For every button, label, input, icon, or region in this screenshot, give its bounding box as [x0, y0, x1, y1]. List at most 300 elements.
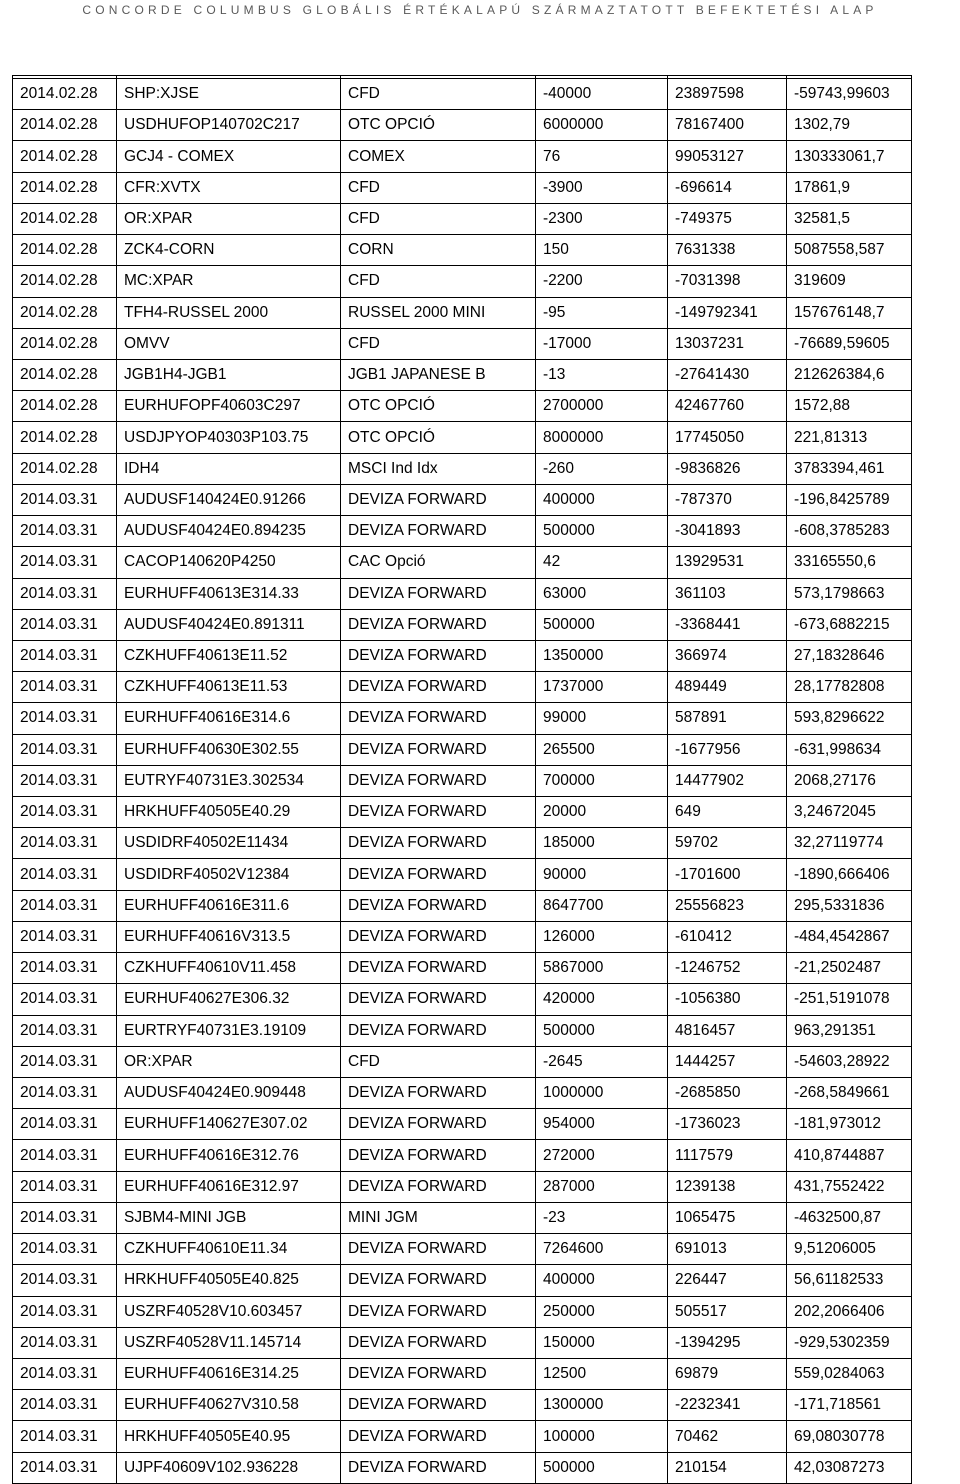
type-cell: CFD	[341, 328, 536, 359]
type-cell: DEVIZA FORWARD	[341, 516, 536, 547]
value-cell: 13037231	[668, 328, 787, 359]
date-cell: 2014.02.28	[13, 328, 117, 359]
date-cell: 2014.02.28	[13, 172, 117, 203]
value-cell: -696614	[668, 172, 787, 203]
quantity-cell: 420000	[536, 984, 668, 1015]
type-cell: DEVIZA FORWARD	[341, 1234, 536, 1265]
instrument-cell: CZKHUFF40613E11.53	[117, 672, 341, 703]
instrument-cell: EURHUFF40616E314.6	[117, 703, 341, 734]
table-row	[13, 547, 912, 578]
value-cell: -27641430	[668, 359, 787, 390]
ratio-cell: -929,5302359	[787, 1327, 912, 1358]
value-cell: 14477902	[668, 765, 787, 796]
date-cell: 2014.03.31	[13, 1421, 117, 1452]
date-cell: 2014.03.31	[13, 640, 117, 671]
quantity-cell: 5867000	[536, 953, 668, 984]
type-cell: DEVIZA FORWARD	[341, 1296, 536, 1327]
value-cell: 13929531	[668, 547, 787, 578]
value-cell: 1117579	[668, 1140, 787, 1171]
date-cell: 2014.03.31	[13, 797, 117, 828]
instrument-cell: USDIDRF40502V12384	[117, 859, 341, 890]
quantity-cell: 287000	[536, 1171, 668, 1202]
instrument-cell: EURHUFF140627E307.02	[117, 1109, 341, 1140]
instrument-cell: ZCK4-CORN	[117, 235, 341, 266]
instrument-cell: EURHUF40627E306.32	[117, 984, 341, 1015]
table-row	[13, 79, 912, 110]
instrument-cell: EURTRYF40731E3.19109	[117, 1015, 341, 1046]
type-cell: DEVIZA FORWARD	[341, 1327, 536, 1358]
table-row	[13, 734, 912, 765]
value-cell: 70462	[668, 1421, 787, 1452]
type-cell: OTC OPCIÓ	[341, 110, 536, 141]
type-cell: DEVIZA FORWARD	[341, 1452, 536, 1483]
page-header-title: CONCORDE COLUMBUS GLOBÁLIS ÉRTÉKALAPÚ SZÁRMAZTATOTT BEFEKTETÉSI ALAP	[82, 3, 878, 17]
value-cell: -1394295	[668, 1327, 787, 1358]
table-row	[13, 578, 912, 609]
ratio-cell: -181,973012	[787, 1109, 912, 1140]
ratio-cell: 212626384,6	[787, 359, 912, 390]
date-cell: 2014.02.28	[13, 297, 117, 328]
table-row	[13, 1234, 912, 1265]
date-cell: 2014.03.31	[13, 890, 117, 921]
instrument-cell: OMVV	[117, 328, 341, 359]
date-cell: 2014.03.31	[13, 1296, 117, 1327]
value-cell: -1677956	[668, 734, 787, 765]
table-row	[13, 422, 912, 453]
instrument-cell: JGB1H4-JGB1	[117, 359, 341, 390]
table-row	[13, 1171, 912, 1202]
instrument-cell: USZRF40528V10.603457	[117, 1296, 341, 1327]
instrument-cell: HRKHUFF40505E40.29	[117, 797, 341, 828]
ratio-cell: -171,718561	[787, 1390, 912, 1421]
value-cell: 649	[668, 797, 787, 828]
table-row	[13, 1452, 912, 1483]
value-cell: 25556823	[668, 890, 787, 921]
ratio-cell: 410,8744887	[787, 1140, 912, 1171]
type-cell: DEVIZA FORWARD	[341, 1358, 536, 1389]
date-cell: 2014.03.31	[13, 1358, 117, 1389]
quantity-cell: -2645	[536, 1046, 668, 1077]
ratio-cell: 32581,5	[787, 203, 912, 234]
ratio-cell: 28,17782808	[787, 672, 912, 703]
type-cell: DEVIZA FORWARD	[341, 859, 536, 890]
ratio-cell: -196,8425789	[787, 484, 912, 515]
type-cell: DEVIZA FORWARD	[341, 984, 536, 1015]
ratio-cell: 27,18328646	[787, 640, 912, 671]
type-cell: DEVIZA FORWARD	[341, 797, 536, 828]
instrument-cell: EUTRYF40731E3.302534	[117, 765, 341, 796]
date-cell: 2014.03.31	[13, 516, 117, 547]
type-cell: DEVIZA FORWARD	[341, 1265, 536, 1296]
table-row	[13, 110, 912, 141]
table-row	[13, 1140, 912, 1171]
quantity-cell: 1737000	[536, 672, 668, 703]
quantity-cell: 265500	[536, 734, 668, 765]
value-cell: 226447	[668, 1265, 787, 1296]
ratio-cell: 963,291351	[787, 1015, 912, 1046]
date-cell: 2014.03.31	[13, 1046, 117, 1077]
derivatives-table-body	[13, 76, 912, 1484]
instrument-cell: USDJPYOP40303P103.75	[117, 422, 341, 453]
date-cell: 2014.02.28	[13, 141, 117, 172]
value-cell: -3368441	[668, 609, 787, 640]
type-cell: CORN	[341, 235, 536, 266]
table-row	[13, 141, 912, 172]
type-cell: CFD	[341, 172, 536, 203]
value-cell: -9836826	[668, 453, 787, 484]
ratio-cell: 431,7552422	[787, 1171, 912, 1202]
date-cell: 2014.03.31	[13, 1109, 117, 1140]
value-cell: -1056380	[668, 984, 787, 1015]
instrument-cell: AUDUSF40424E0.894235	[117, 516, 341, 547]
quantity-cell: -3900	[536, 172, 668, 203]
quantity-cell: 100000	[536, 1421, 668, 1452]
value-cell: -2232341	[668, 1390, 787, 1421]
quantity-cell: 90000	[536, 859, 668, 890]
quantity-cell: 12500	[536, 1358, 668, 1389]
ratio-cell: -673,6882215	[787, 609, 912, 640]
quantity-cell: -17000	[536, 328, 668, 359]
value-cell: -3041893	[668, 516, 787, 547]
date-cell: 2014.03.31	[13, 703, 117, 734]
table-row	[13, 672, 912, 703]
ratio-cell: 559,0284063	[787, 1358, 912, 1389]
instrument-cell: SHP:XJSE	[117, 79, 341, 110]
instrument-cell: CZKHUFF40610E11.34	[117, 1234, 341, 1265]
date-cell: 2014.03.31	[13, 672, 117, 703]
value-cell: -149792341	[668, 297, 787, 328]
table-row	[13, 484, 912, 515]
ratio-cell: -1890,666406	[787, 859, 912, 890]
type-cell: DEVIZA FORWARD	[341, 1390, 536, 1421]
value-cell: 1239138	[668, 1171, 787, 1202]
ratio-cell: 3,24672045	[787, 797, 912, 828]
type-cell: CFD	[341, 79, 536, 110]
quantity-cell: 400000	[536, 1265, 668, 1296]
instrument-cell: OR:XPAR	[117, 1046, 341, 1077]
type-cell: DEVIZA FORWARD	[341, 609, 536, 640]
instrument-cell: EURHUFF40616E312.97	[117, 1171, 341, 1202]
instrument-cell: EURHUFF40616E311.6	[117, 890, 341, 921]
instrument-cell: CACOP140620P4250	[117, 547, 341, 578]
quantity-cell: 6000000	[536, 110, 668, 141]
type-cell: DEVIZA FORWARD	[341, 828, 536, 859]
value-cell: 361103	[668, 578, 787, 609]
type-cell: DEVIZA FORWARD	[341, 921, 536, 952]
type-cell: DEVIZA FORWARD	[341, 578, 536, 609]
table-row	[13, 297, 912, 328]
date-cell: 2014.02.28	[13, 79, 117, 110]
type-cell: DEVIZA FORWARD	[341, 1109, 536, 1140]
ratio-cell: 157676148,7	[787, 297, 912, 328]
instrument-cell: CFR:XVTX	[117, 172, 341, 203]
date-cell: 2014.02.28	[13, 391, 117, 422]
ratio-cell: 319609	[787, 266, 912, 297]
date-cell: 2014.03.31	[13, 1265, 117, 1296]
ratio-cell: 69,08030778	[787, 1421, 912, 1452]
date-cell: 2014.03.31	[13, 484, 117, 515]
quantity-cell: 20000	[536, 797, 668, 828]
value-cell: -1701600	[668, 859, 787, 890]
ratio-cell: 56,61182533	[787, 1265, 912, 1296]
type-cell: COMEX	[341, 141, 536, 172]
date-cell: 2014.03.31	[13, 1202, 117, 1233]
date-cell: 2014.02.28	[13, 110, 117, 141]
date-cell: 2014.03.31	[13, 1390, 117, 1421]
quantity-cell: -2200	[536, 266, 668, 297]
date-cell: 2014.02.28	[13, 235, 117, 266]
type-cell: DEVIZA FORWARD	[341, 1140, 536, 1171]
date-cell: 2014.03.31	[13, 1171, 117, 1202]
value-cell: -1246752	[668, 953, 787, 984]
value-cell: 505517	[668, 1296, 787, 1327]
instrument-cell: EURHUFOPF40603C297	[117, 391, 341, 422]
quantity-cell: 185000	[536, 828, 668, 859]
type-cell: CFD	[341, 203, 536, 234]
date-cell: 2014.03.31	[13, 578, 117, 609]
instrument-cell: USZRF40528V11.145714	[117, 1327, 341, 1358]
table-row	[13, 1327, 912, 1358]
date-cell: 2014.03.31	[13, 734, 117, 765]
table-row	[13, 1109, 912, 1140]
table-row	[13, 1358, 912, 1389]
type-cell: DEVIZA FORWARD	[341, 484, 536, 515]
quantity-cell: 63000	[536, 578, 668, 609]
quantity-cell: 8647700	[536, 890, 668, 921]
date-cell: 2014.03.31	[13, 828, 117, 859]
table-row	[13, 235, 912, 266]
instrument-cell: SJBM4-MINI JGB	[117, 1202, 341, 1233]
ratio-cell: 2068,27176	[787, 765, 912, 796]
ratio-cell: 1572,88	[787, 391, 912, 422]
table-row	[13, 640, 912, 671]
quantity-cell: 2700000	[536, 391, 668, 422]
type-cell: CFD	[341, 266, 536, 297]
table-row	[13, 953, 912, 984]
date-cell: 2014.03.31	[13, 984, 117, 1015]
instrument-cell: OR:XPAR	[117, 203, 341, 234]
value-cell: -1736023	[668, 1109, 787, 1140]
table-row	[13, 765, 912, 796]
value-cell: -749375	[668, 203, 787, 234]
ratio-cell: -54603,28922	[787, 1046, 912, 1077]
type-cell: DEVIZA FORWARD	[341, 1078, 536, 1109]
instrument-cell: HRKHUFF40505E40.95	[117, 1421, 341, 1452]
table-row	[13, 1296, 912, 1327]
value-cell: 23897598	[668, 79, 787, 110]
value-cell: 78167400	[668, 110, 787, 141]
value-cell: -7031398	[668, 266, 787, 297]
quantity-cell: 400000	[536, 484, 668, 515]
instrument-cell: IDH4	[117, 453, 341, 484]
quantity-cell: -95	[536, 297, 668, 328]
instrument-cell: EURHUFF40613E314.33	[117, 578, 341, 609]
instrument-cell: CZKHUFF40613E11.52	[117, 640, 341, 671]
derivatives-table	[12, 75, 912, 1484]
value-cell: 366974	[668, 640, 787, 671]
value-cell: 1065475	[668, 1202, 787, 1233]
type-cell: DEVIZA FORWARD	[341, 672, 536, 703]
quantity-cell: 1000000	[536, 1078, 668, 1109]
table-row	[13, 1265, 912, 1296]
ratio-cell: 202,2066406	[787, 1296, 912, 1327]
date-cell: 2014.02.28	[13, 203, 117, 234]
instrument-cell: GCJ4 - COMEX	[117, 141, 341, 172]
quantity-cell: -40000	[536, 79, 668, 110]
type-cell: JGB1 JAPANESE B	[341, 359, 536, 390]
quantity-cell: 500000	[536, 609, 668, 640]
table-row	[13, 391, 912, 422]
date-cell: 2014.03.31	[13, 1327, 117, 1358]
ratio-cell: -4632500,87	[787, 1202, 912, 1233]
ratio-cell: -631,998634	[787, 734, 912, 765]
ratio-cell: 17861,9	[787, 172, 912, 203]
date-cell: 2014.03.31	[13, 859, 117, 890]
table-row	[13, 890, 912, 921]
ratio-cell: 130333061,7	[787, 141, 912, 172]
type-cell: DEVIZA FORWARD	[341, 890, 536, 921]
table-row	[13, 453, 912, 484]
date-cell: 2014.03.31	[13, 1140, 117, 1171]
ratio-cell: 1302,79	[787, 110, 912, 141]
table-row	[13, 359, 912, 390]
table-row	[13, 609, 912, 640]
table-row	[13, 1421, 912, 1452]
value-cell: 69879	[668, 1358, 787, 1389]
quantity-cell: 250000	[536, 1296, 668, 1327]
ratio-cell: 42,03087273	[787, 1452, 912, 1483]
date-cell: 2014.03.31	[13, 1452, 117, 1483]
table-row	[13, 1078, 912, 1109]
table-row	[13, 266, 912, 297]
type-cell: DEVIZA FORWARD	[341, 765, 536, 796]
table-row	[13, 1015, 912, 1046]
quantity-cell: 7264600	[536, 1234, 668, 1265]
ratio-cell: 33165550,6	[787, 547, 912, 578]
date-cell: 2014.03.31	[13, 609, 117, 640]
type-cell: DEVIZA FORWARD	[341, 1171, 536, 1202]
type-cell: DEVIZA FORWARD	[341, 953, 536, 984]
type-cell: CFD	[341, 1046, 536, 1077]
quantity-cell: 150000	[536, 1327, 668, 1358]
quantity-cell: -2300	[536, 203, 668, 234]
table-row	[13, 984, 912, 1015]
date-cell: 2014.02.28	[13, 359, 117, 390]
value-cell: 1444257	[668, 1046, 787, 1077]
instrument-cell: TFH4-RUSSEL 2000	[117, 297, 341, 328]
value-cell: 99053127	[668, 141, 787, 172]
instrument-cell: MC:XPAR	[117, 266, 341, 297]
table-row	[13, 828, 912, 859]
date-cell: 2014.03.31	[13, 1234, 117, 1265]
quantity-cell: 1300000	[536, 1390, 668, 1421]
quantity-cell: -260	[536, 453, 668, 484]
table-row	[13, 921, 912, 952]
date-cell: 2014.03.31	[13, 1078, 117, 1109]
ratio-cell: 295,5331836	[787, 890, 912, 921]
instrument-cell: CZKHUFF40610V11.458	[117, 953, 341, 984]
quantity-cell: 500000	[536, 1015, 668, 1046]
ratio-cell: 32,27119774	[787, 828, 912, 859]
quantity-cell: 700000	[536, 765, 668, 796]
instrument-cell: EURHUFF40616E312.76	[117, 1140, 341, 1171]
date-cell: 2014.02.28	[13, 266, 117, 297]
ratio-cell: -251,5191078	[787, 984, 912, 1015]
value-cell: 17745050	[668, 422, 787, 453]
value-cell: 42467760	[668, 391, 787, 422]
derivatives-table-container	[12, 75, 911, 1484]
table-row	[13, 203, 912, 234]
quantity-cell: 76	[536, 141, 668, 172]
quantity-cell: 150	[536, 235, 668, 266]
quantity-cell: -13	[536, 359, 668, 390]
quantity-cell: 500000	[536, 1452, 668, 1483]
date-cell: 2014.03.31	[13, 953, 117, 984]
table-row	[13, 797, 912, 828]
instrument-cell: AUDUSF40424E0.891311	[117, 609, 341, 640]
type-cell: OTC OPCIÓ	[341, 422, 536, 453]
ratio-cell: -484,4542867	[787, 921, 912, 952]
quantity-cell: 272000	[536, 1140, 668, 1171]
date-cell: 2014.03.31	[13, 765, 117, 796]
date-cell: 2014.03.31	[13, 547, 117, 578]
table-row	[13, 859, 912, 890]
type-cell: CAC Opció	[341, 547, 536, 578]
value-cell: -610412	[668, 921, 787, 952]
ratio-cell: 3783394,461	[787, 453, 912, 484]
instrument-cell: HRKHUFF40505E40.825	[117, 1265, 341, 1296]
type-cell: MSCI Ind Idx	[341, 453, 536, 484]
type-cell: RUSSEL 2000 MINI	[341, 297, 536, 328]
quantity-cell: 42	[536, 547, 668, 578]
ratio-cell: 5087558,587	[787, 235, 912, 266]
table-row	[13, 516, 912, 547]
value-cell: -2685850	[668, 1078, 787, 1109]
table-row	[13, 1202, 912, 1233]
type-cell: OTC OPCIÓ	[341, 391, 536, 422]
date-cell: 2014.02.28	[13, 453, 117, 484]
ratio-cell: -268,5849661	[787, 1078, 912, 1109]
value-cell: 210154	[668, 1452, 787, 1483]
ratio-cell: -21,2502487	[787, 953, 912, 984]
type-cell: MINI JGM	[341, 1202, 536, 1233]
quantity-cell: 954000	[536, 1109, 668, 1140]
value-cell: 7631338	[668, 235, 787, 266]
type-cell: DEVIZA FORWARD	[341, 1015, 536, 1046]
date-cell: 2014.03.31	[13, 1015, 117, 1046]
value-cell: 4816457	[668, 1015, 787, 1046]
value-cell: -787370	[668, 484, 787, 515]
value-cell: 59702	[668, 828, 787, 859]
table-row	[13, 1390, 912, 1421]
type-cell: DEVIZA FORWARD	[341, 1421, 536, 1452]
table-row	[13, 328, 912, 359]
ratio-cell: 221,81313	[787, 422, 912, 453]
value-cell: 489449	[668, 672, 787, 703]
instrument-cell: EURHUFF40616V313.5	[117, 921, 341, 952]
date-cell: 2014.03.31	[13, 921, 117, 952]
quantity-cell: 99000	[536, 703, 668, 734]
table-row	[13, 1046, 912, 1077]
ratio-cell: 593,8296622	[787, 703, 912, 734]
ratio-cell: 573,1798663	[787, 578, 912, 609]
instrument-cell: EURHUFF40616E314.25	[117, 1358, 341, 1389]
table-row	[13, 703, 912, 734]
quantity-cell: 8000000	[536, 422, 668, 453]
table-row	[13, 172, 912, 203]
instrument-cell: EURHUFF40630E302.55	[117, 734, 341, 765]
quantity-cell: -23	[536, 1202, 668, 1233]
